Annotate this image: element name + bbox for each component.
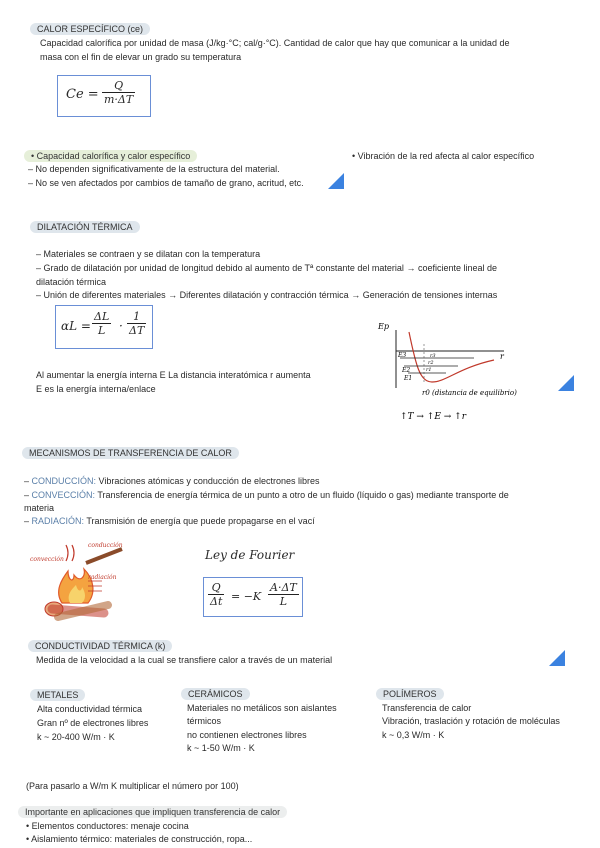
graph-r2: r2: [428, 360, 434, 366]
graph-note: r0 (distancia de equilibrio): [422, 389, 517, 397]
importante-heading: Importante en aplicaciones que impliquen transferencia de calor: [18, 806, 287, 818]
capacidad-right-note: • Vibración de la red afecta al calor específico: [352, 151, 535, 161]
graph-ep-label: Ep: [378, 322, 389, 331]
calor-formula-box: [57, 75, 151, 117]
alpha-fraction-2: $\frac{1}{\Delta T}$: [129, 310, 145, 337]
calor-heading: CALOR ESPECÍFICO (ce): [30, 23, 150, 35]
ceramicos-line-2: térmicos: [187, 716, 222, 726]
ceramicos-line-1: Materiales no metálicos son aislantes: [187, 703, 337, 713]
graph-e1: E1: [404, 375, 413, 382]
arrow-icon: →: [351, 290, 361, 300]
importante-bullet-2: • Aislamiento térmico: materiales de construcción, ropa...: [26, 834, 253, 844]
dilatacion-bullet-1: – Materiales se contraen y se dilatan con la temperatura: [36, 249, 261, 259]
ceramicos-heading: CERÁMICOS: [181, 688, 250, 700]
calor-def-line1: Capacidad calorífica por unidad de masa (J/kg·°C; cal/g·°C). Cantidad de calor que hay que comunicar a la unidad de: [40, 38, 510, 48]
alpha-fraction-1: $\frac{\Delta L}{L}$: [94, 310, 110, 337]
corner-marker-icon: [328, 173, 344, 189]
heat-transfer-illustration: [28, 535, 128, 625]
polimeros-line-1: Transferencia de calor: [382, 703, 472, 713]
calor-formula-fraction: [102, 79, 135, 106]
polimeros-line-2: Vibración, traslación y rotación de moléculas: [382, 716, 560, 726]
dilatacion-bullet-3: – Unión de diferentes materiales → Diferentes dilatación y contracción térmica → Generación de tensiones internas: [36, 290, 498, 300]
energy-line-1: Al aumentar la energía interna E La distancia interatómica r aumenta: [36, 370, 311, 380]
conduccion-line: – CONDUCCIÓN: Vibraciones atómicas y conducción de electrones libres: [24, 476, 320, 486]
label-radiacion: radiación: [88, 574, 117, 581]
conversion-note: (Para pasarlo a W/m K multiplicar el número por 100): [26, 781, 239, 791]
potential-energy-graph: [374, 318, 534, 428]
graph-r3: r3: [430, 353, 436, 359]
conductividad-heading: CONDUCTIVIDAD TÉRMICA (k): [28, 640, 172, 652]
label-conduccion: conducción: [88, 542, 123, 549]
fourier-formula-box: [203, 577, 303, 617]
polimeros-heading: POLÍMEROS: [376, 688, 444, 700]
alpha-lhs: αL =: [61, 319, 91, 333]
alpha-dot: ·: [119, 319, 123, 333]
calor-formula-num: Q: [102, 79, 135, 93]
conveccion-line-cont: materia: [24, 503, 55, 513]
corner-marker-icon: [558, 375, 574, 391]
graph-e2: E2: [402, 367, 411, 374]
dilatacion-heading: DILATACIÓN TÉRMICA: [30, 221, 140, 233]
graph-rule: ↑T → ↑E → ↑r: [400, 412, 467, 422]
metales-line-2: Gran nº de electrones libres: [37, 718, 149, 728]
graph-r-label: r: [500, 352, 504, 361]
ceramicos-line-3: no contienen electrones libres: [187, 730, 307, 740]
label-conveccion: convección: [30, 556, 64, 563]
dilatacion-bullet-2: – Grado de dilatación por unidad de longitud debido al aumento de Tª constante del material → coeficiente lineal de: [36, 263, 498, 273]
calor-formula-den: m·ΔT: [104, 93, 134, 106]
fourier-mid: = −K: [231, 590, 262, 603]
polimeros-line-3: k ~ 0,3 W/m · K: [382, 730, 445, 740]
ceramicos-line-4: k ~ 1-50 W/m · K: [187, 743, 255, 753]
conductividad-desc: Medida de la velocidad a la cual se transfiere calor a través de un material: [36, 655, 333, 665]
fourier-fraction-2: $\frac{A\cdot\Delta T}{L}$: [270, 581, 297, 608]
fourier-title: Ley de Fourier: [205, 548, 295, 562]
capacidad-bullet-1: – No dependen significativamente de la estructura del material.: [28, 164, 280, 174]
graph-r1: r1: [426, 367, 432, 373]
radiacion-line: – RADIACIÓN: Transmisión de energía que puede propagarse en el vací: [24, 516, 315, 526]
graph-e3: E3: [398, 352, 407, 359]
energy-line-2: E es la energía interna/enlace: [36, 384, 156, 394]
arrow-icon: →: [168, 290, 178, 300]
arrow-icon: →: [406, 263, 416, 273]
alpha-formula-box: [55, 305, 153, 349]
mecanismos-heading: MECANISMOS DE TRANSFERENCIA DE CALOR: [22, 447, 239, 459]
conveccion-line: – CONVECCIÓN: Transferencia de energía térmica de un punto a otro de un fluido (líquido o gas) mediante transporte de: [24, 490, 509, 500]
fourier-fraction-1: $\frac{Q}{\Delta t}$: [210, 581, 223, 608]
metales-heading: METALES: [30, 689, 85, 701]
calor-def-line2: masa con el fin de elevar un grado su temperatura: [40, 52, 242, 62]
corner-marker-icon: [549, 650, 565, 666]
dilatacion-bullet-2-cont: dilatación térmica: [36, 277, 107, 287]
calor-formula-lhs: Ce =: [66, 87, 99, 102]
importante-bullet-1: • Elementos conductores: menaje cocina: [26, 821, 189, 831]
metales-line-1: Alta conductividad térmica: [37, 704, 143, 714]
metales-line-3: k ~ 20-400 W/m · K: [37, 732, 115, 742]
capacidad-heading: • Capacidad calorífica y calor específico: [24, 150, 197, 162]
capacidad-bullet-2: – No se ven afectados por cambios de tamaño de grano, acritud, etc.: [28, 178, 304, 188]
